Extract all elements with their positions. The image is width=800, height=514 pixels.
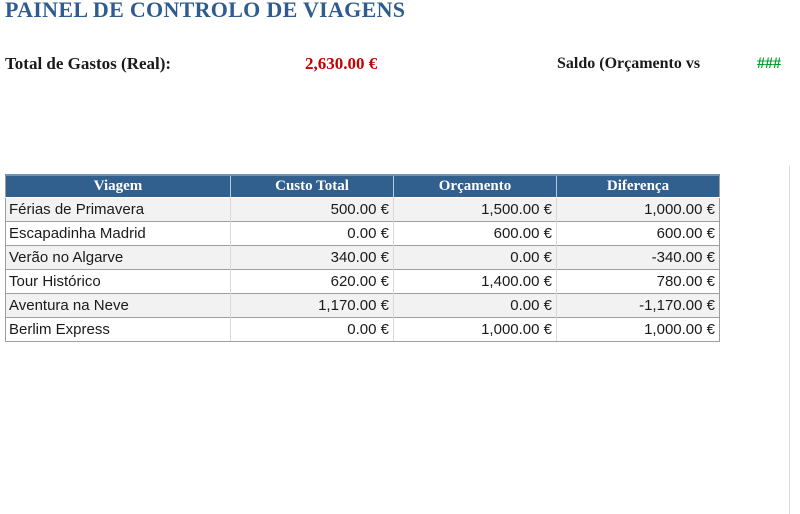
cell-viagem[interactable]: Escapadinha Madrid <box>6 221 231 245</box>
cell-viagem[interactable]: Aventura na Neve <box>6 293 231 317</box>
cell-custo-total[interactable]: 620.00 € <box>231 269 394 293</box>
cell-custo-total[interactable]: 500.00 € <box>231 197 394 221</box>
total-gastos-value-cell[interactable]: 2,630.00 € <box>305 54 378 73</box>
table-row <box>6 245 720 269</box>
header-cell-diferenca[interactable]: Diferença <box>557 175 720 197</box>
cell-diferenca[interactable]: 600.00 € <box>557 221 720 245</box>
cell-orcamento[interactable]: 0.00 € <box>394 245 557 269</box>
cell-diferenca[interactable]: 1,000.00 € <box>557 317 720 341</box>
cell-viagem[interactable]: Berlim Express <box>6 317 231 341</box>
cell-diferenca[interactable]: 1,000.00 € <box>557 197 720 221</box>
header-cell-custo-total[interactable]: Custo Total <box>231 175 394 197</box>
table-row <box>6 197 720 221</box>
cell-viagem[interactable]: Verão no Algarve <box>6 245 231 269</box>
cell-custo-total[interactable]: 1,170.00 € <box>231 293 394 317</box>
cell-orcamento[interactable]: 1,500.00 € <box>394 197 557 221</box>
header-cell-orcamento[interactable]: Orçamento <box>394 175 557 197</box>
trips-table <box>5 174 720 342</box>
page-break-line <box>789 166 790 514</box>
table-row <box>6 317 720 341</box>
page-title: PAINEL DE CONTROLO DE VIAGENS <box>5 0 406 22</box>
header-cell-viagem[interactable]: Viagem <box>6 175 231 197</box>
cell-viagem[interactable]: Tour Histórico <box>6 269 231 293</box>
cell-diferenca[interactable]: 780.00 € <box>557 269 720 293</box>
cell-custo-total[interactable]: 0.00 € <box>231 317 394 341</box>
table-row <box>6 293 720 317</box>
total-gastos-label-cell[interactable]: Total de Gastos (Real): <box>5 54 172 73</box>
cell-custo-total[interactable]: 340.00 € <box>231 245 394 269</box>
cell-diferenca[interactable]: -340.00 € <box>557 245 720 269</box>
saldo-label-cell[interactable]: Saldo (Orçamento vs <box>557 55 701 72</box>
summary-row <box>0 54 800 78</box>
cell-custo-total[interactable]: 0.00 € <box>231 221 394 245</box>
saldo-overflow-value-cell[interactable]: ### <box>757 55 781 72</box>
cell-orcamento[interactable]: 0.00 € <box>394 293 557 317</box>
cell-diferenca[interactable]: -1,170.00 € <box>557 293 720 317</box>
cell-orcamento[interactable]: 600.00 € <box>394 221 557 245</box>
table-row <box>6 269 720 293</box>
table-header-row <box>6 175 720 197</box>
cell-orcamento[interactable]: 1,400.00 € <box>394 269 557 293</box>
cell-viagem[interactable]: Férias de Primavera <box>6 197 231 221</box>
cell-orcamento[interactable]: 1,000.00 € <box>394 317 557 341</box>
table-row <box>6 221 720 245</box>
